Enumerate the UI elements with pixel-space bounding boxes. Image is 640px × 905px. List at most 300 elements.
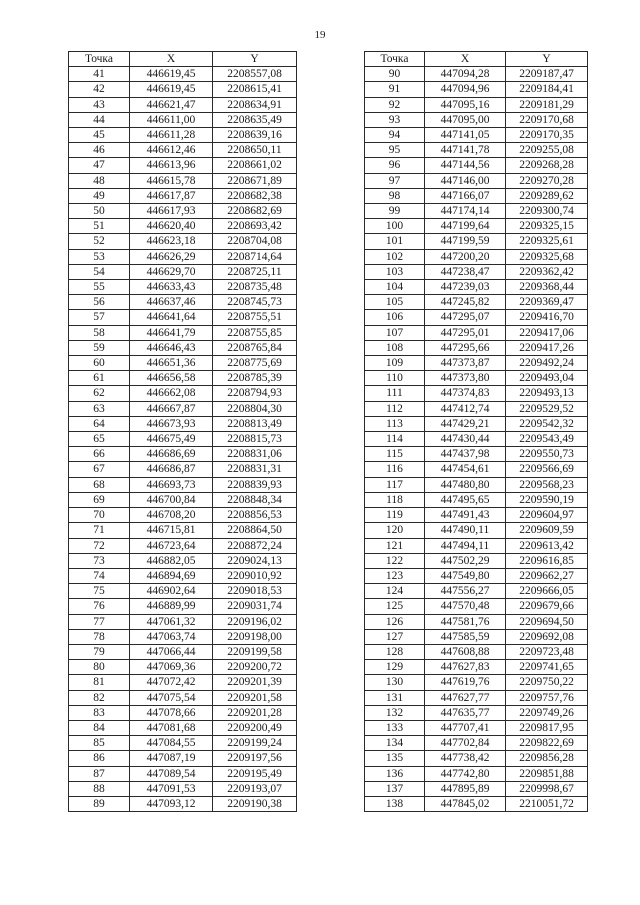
table-body-right [365,67,588,812]
cell-y-coordinate: 2209255,08 [506,143,588,158]
cell-point-number: 83 [69,705,130,720]
cell-y-coordinate: 2209018,53 [213,584,297,599]
table-row [365,675,588,690]
cell-y-coordinate: 2208804,30 [213,401,297,416]
table-row [365,128,588,143]
cell-x-coordinate: 447502,29 [425,553,506,568]
cell-y-coordinate: 2209750,22 [506,675,588,690]
table-row [365,249,588,264]
cell-x-coordinate: 446656,58 [130,371,213,386]
table-row [69,234,297,249]
table-row [69,371,297,386]
table-row [365,143,588,158]
cell-y-coordinate: 2208831,06 [213,447,297,462]
cell-point-number: 62 [69,386,130,401]
table-row [365,158,588,173]
cell-y-coordinate: 2209998,67 [506,781,588,796]
cell-x-coordinate: 447199,64 [425,219,506,234]
cell-y-coordinate: 2209856,28 [506,751,588,766]
cell-y-coordinate: 2209268,28 [506,158,588,173]
cell-x-coordinate: 447490,11 [425,523,506,538]
cell-x-coordinate: 447141,05 [425,128,506,143]
cell-x-coordinate: 447174,14 [425,204,506,219]
table-row [365,644,588,659]
cell-y-coordinate: 2209590,19 [506,492,588,507]
page-number: 19 [314,29,326,41]
cell-point-number: 76 [69,599,130,614]
cell-point-number: 47 [69,158,130,173]
cell-x-coordinate: 447581,76 [425,614,506,629]
cell-y-coordinate: 2208615,41 [213,82,297,97]
cell-y-coordinate: 2208661,02 [213,158,297,173]
cell-point-number: 80 [69,660,130,675]
cell-x-coordinate: 446629,70 [130,264,213,279]
table-row [69,97,297,112]
cell-y-coordinate: 2209822,69 [506,736,588,751]
cell-point-number: 69 [69,492,130,507]
cell-x-coordinate: 446641,79 [130,325,213,340]
cell-point-number: 84 [69,720,130,735]
cell-y-coordinate: 2208682,69 [213,204,297,219]
cell-point-number: 94 [365,128,425,143]
cell-point-number: 95 [365,143,425,158]
table-row [365,720,588,735]
table-row [69,599,297,614]
cell-point-number: 64 [69,416,130,431]
cell-y-coordinate: 2208785,39 [213,371,297,386]
table-row [365,82,588,97]
cell-x-coordinate: 447738,42 [425,751,506,766]
cell-y-coordinate: 2209662,27 [506,568,588,583]
cell-point-number: 124 [365,584,425,599]
cell-y-coordinate: 2209679,66 [506,599,588,614]
cell-x-coordinate: 446611,28 [130,128,213,143]
cell-point-number: 132 [365,705,425,720]
cell-x-coordinate: 446623,18 [130,234,213,249]
cell-point-number: 75 [69,584,130,599]
cell-y-coordinate: 2209193,07 [213,781,297,796]
cell-point-number: 59 [69,340,130,355]
cell-x-coordinate: 447075,54 [130,690,213,705]
cell-point-number: 127 [365,629,425,644]
table-row [69,447,297,462]
table-row [365,340,588,355]
cell-point-number: 88 [69,781,130,796]
cell-x-coordinate: 446675,49 [130,432,213,447]
cell-point-number: 71 [69,523,130,538]
cell-y-coordinate: 2209184,41 [506,82,588,97]
cell-point-number: 137 [365,781,425,796]
table-row [365,234,588,249]
cell-point-number: 111 [365,386,425,401]
table-row [69,523,297,538]
cell-x-coordinate: 446673,93 [130,416,213,431]
cell-x-coordinate: 446617,87 [130,188,213,203]
cell-point-number: 121 [365,538,425,553]
cell-x-coordinate: 447412,74 [425,401,506,416]
cell-y-coordinate: 2209187,47 [506,67,588,82]
table-row [69,143,297,158]
cell-point-number: 103 [365,264,425,279]
cell-point-number: 60 [69,356,130,371]
cell-x-coordinate: 447585,59 [425,629,506,644]
table-row [365,325,588,340]
cell-y-coordinate: 2209416,70 [506,310,588,325]
cell-x-coordinate: 447556,27 [425,584,506,599]
cell-point-number: 65 [69,432,130,447]
table-row [69,644,297,659]
table-row [69,432,297,447]
cell-point-number: 87 [69,766,130,781]
cell-x-coordinate: 446889,99 [130,599,213,614]
table-row [365,356,588,371]
cell-y-coordinate: 2208735,48 [213,280,297,295]
cell-y-coordinate: 2209201,39 [213,675,297,690]
cell-y-coordinate: 2208839,93 [213,477,297,492]
cell-y-coordinate: 2208671,89 [213,173,297,188]
cell-point-number: 109 [365,356,425,371]
table-row [365,705,588,720]
cell-point-number: 126 [365,614,425,629]
cell-x-coordinate: 447491,43 [425,508,506,523]
cell-point-number: 50 [69,204,130,219]
table-row [365,112,588,127]
cell-y-coordinate: 2208813,49 [213,416,297,431]
table-row [69,568,297,583]
table-row [365,508,588,523]
table-row [365,523,588,538]
cell-x-coordinate: 447072,42 [130,675,213,690]
table-row [365,416,588,431]
cell-y-coordinate: 2209851,88 [506,766,588,781]
table-row [69,508,297,523]
table-row [69,67,297,82]
cell-y-coordinate: 2208872,24 [213,538,297,553]
cell-point-number: 70 [69,508,130,523]
cell-x-coordinate: 446620,40 [130,219,213,234]
cell-x-coordinate: 447494,11 [425,538,506,553]
cell-x-coordinate: 447742,80 [425,766,506,781]
table-row [69,82,297,97]
table-row [365,310,588,325]
table-row [69,477,297,492]
cell-x-coordinate: 447480,80 [425,477,506,492]
cell-y-coordinate: 2209417,06 [506,325,588,340]
cell-point-number: 72 [69,538,130,553]
cell-x-coordinate: 446637,46 [130,295,213,310]
cell-y-coordinate: 2208714,64 [213,249,297,264]
table-row [69,128,297,143]
cell-y-coordinate: 2209199,24 [213,736,297,751]
cell-x-coordinate: 447081,68 [130,720,213,735]
cell-x-coordinate: 447141,78 [425,143,506,158]
cell-y-coordinate: 2209197,56 [213,751,297,766]
cell-y-coordinate: 2209170,35 [506,128,588,143]
cell-point-number: 92 [365,97,425,112]
table-row [365,280,588,295]
table-row [365,67,588,82]
table-row [365,736,588,751]
cell-y-coordinate: 2208848,34 [213,492,297,507]
cell-x-coordinate: 447619,76 [425,675,506,690]
cell-point-number: 110 [365,371,425,386]
cell-point-number: 130 [365,675,425,690]
table-row [365,553,588,568]
cell-x-coordinate: 446633,43 [130,280,213,295]
cell-y-coordinate: 2209369,47 [506,295,588,310]
cell-point-number: 106 [365,310,425,325]
cell-x-coordinate: 446902,64 [130,584,213,599]
cell-x-coordinate: 447095,16 [425,97,506,112]
cell-x-coordinate: 446723,64 [130,538,213,553]
cell-x-coordinate: 447429,21 [425,416,506,431]
cell-point-number: 91 [365,82,425,97]
cell-x-coordinate: 446715,81 [130,523,213,538]
cell-y-coordinate: 2209741,65 [506,660,588,675]
table-row [365,447,588,462]
cell-y-coordinate: 2208704,08 [213,234,297,249]
table-row [69,249,297,264]
table-row [69,675,297,690]
cell-x-coordinate: 447091,53 [130,781,213,796]
table-row [365,188,588,203]
cell-y-coordinate: 2209568,23 [506,477,588,492]
cell-point-number: 118 [365,492,425,507]
table-row [365,599,588,614]
cell-point-number: 107 [365,325,425,340]
cell-x-coordinate: 447144,56 [425,158,506,173]
cell-x-coordinate: 447373,80 [425,371,506,386]
header-x: X [130,52,213,67]
header-x: X [425,52,506,67]
cell-x-coordinate: 447238,47 [425,264,506,279]
cell-y-coordinate: 2208794,93 [213,386,297,401]
cell-y-coordinate: 2209817,95 [506,720,588,735]
cell-x-coordinate: 447146,00 [425,173,506,188]
cell-point-number: 81 [69,675,130,690]
table-row [69,204,297,219]
table-row [69,705,297,720]
cell-y-coordinate: 2209170,68 [506,112,588,127]
cell-point-number: 86 [69,751,130,766]
cell-x-coordinate: 446617,93 [130,204,213,219]
cell-y-coordinate: 2209201,58 [213,690,297,705]
table-row [69,553,297,568]
table-row [69,766,297,781]
cell-x-coordinate: 447295,07 [425,310,506,325]
cell-y-coordinate: 2209694,50 [506,614,588,629]
cell-point-number: 73 [69,553,130,568]
table-row [69,781,297,796]
cell-y-coordinate: 2209196,02 [213,614,297,629]
cell-y-coordinate: 2209609,59 [506,523,588,538]
cell-point-number: 42 [69,82,130,97]
table-row [365,97,588,112]
cell-point-number: 115 [365,447,425,462]
cell-x-coordinate: 447437,98 [425,447,506,462]
cell-x-coordinate: 447570,48 [425,599,506,614]
table-row [69,264,297,279]
cell-y-coordinate: 2209270,28 [506,173,588,188]
table-row [69,280,297,295]
cell-x-coordinate: 446708,20 [130,508,213,523]
cell-x-coordinate: 447094,96 [425,82,506,97]
cell-point-number: 125 [365,599,425,614]
cell-point-number: 93 [365,112,425,127]
table-row [365,401,588,416]
table-header-row [69,52,297,67]
cell-y-coordinate: 2208635,49 [213,112,297,127]
cell-x-coordinate: 447702,84 [425,736,506,751]
table-row [69,614,297,629]
table-row [69,310,297,325]
table-row [69,219,297,234]
cell-point-number: 58 [69,325,130,340]
cell-y-coordinate: 2209417,26 [506,340,588,355]
table-row [365,477,588,492]
cell-x-coordinate: 447199,59 [425,234,506,249]
cell-point-number: 79 [69,644,130,659]
cell-point-number: 90 [365,67,425,82]
cell-point-number: 89 [69,796,130,811]
cell-point-number: 61 [69,371,130,386]
cell-y-coordinate: 2209031,74 [213,599,297,614]
cell-y-coordinate: 2209616,85 [506,553,588,568]
cell-y-coordinate: 2209201,28 [213,705,297,720]
table-row [365,614,588,629]
cell-x-coordinate: 446693,73 [130,477,213,492]
cell-y-coordinate: 2209325,68 [506,249,588,264]
table-body-left [69,67,297,812]
cell-point-number: 129 [365,660,425,675]
cell-point-number: 100 [365,219,425,234]
cell-x-coordinate: 447495,65 [425,492,506,507]
cell-x-coordinate: 446700,84 [130,492,213,507]
cell-point-number: 78 [69,629,130,644]
cell-point-number: 104 [365,280,425,295]
cell-y-coordinate: 2208765,84 [213,340,297,355]
cell-y-coordinate: 2209492,24 [506,356,588,371]
cell-point-number: 48 [69,173,130,188]
cell-x-coordinate: 446611,00 [130,112,213,127]
cell-y-coordinate: 2208634,91 [213,97,297,112]
cell-point-number: 108 [365,340,425,355]
table-row [365,781,588,796]
table-row [69,629,297,644]
table-row [365,690,588,705]
table-row [365,751,588,766]
cell-y-coordinate: 2208864,50 [213,523,297,538]
table-row [365,173,588,188]
cell-y-coordinate: 2209300,74 [506,204,588,219]
table-row [365,432,588,447]
cell-x-coordinate: 446619,45 [130,82,213,97]
cell-point-number: 102 [365,249,425,264]
cell-point-number: 82 [69,690,130,705]
cell-x-coordinate: 447078,66 [130,705,213,720]
cell-x-coordinate: 447245,82 [425,295,506,310]
cell-point-number: 66 [69,447,130,462]
cell-y-coordinate: 2209529,52 [506,401,588,416]
cell-y-coordinate: 2210051,72 [506,796,588,811]
cell-point-number: 117 [365,477,425,492]
cell-x-coordinate: 447087,19 [130,751,213,766]
table-row [69,386,297,401]
cell-x-coordinate: 447373,87 [425,356,506,371]
cell-point-number: 99 [365,204,425,219]
cell-y-coordinate: 2209010,92 [213,568,297,583]
cell-point-number: 128 [365,644,425,659]
cell-y-coordinate: 2209757,76 [506,690,588,705]
cell-point-number: 67 [69,462,130,477]
cell-point-number: 46 [69,143,130,158]
table-row [69,751,297,766]
cell-x-coordinate: 446662,08 [130,386,213,401]
cell-point-number: 54 [69,264,130,279]
cell-point-number: 68 [69,477,130,492]
cell-x-coordinate: 446641,64 [130,310,213,325]
cell-y-coordinate: 2209368,44 [506,280,588,295]
cell-x-coordinate: 447895,89 [425,781,506,796]
cell-y-coordinate: 2208775,69 [213,356,297,371]
cell-point-number: 43 [69,97,130,112]
table-row [365,796,588,811]
table-row [365,219,588,234]
cell-y-coordinate: 2209692,08 [506,629,588,644]
cell-point-number: 51 [69,219,130,234]
table-header-row [365,52,588,67]
cell-y-coordinate: 2209200,72 [213,660,297,675]
table-row [69,796,297,811]
cell-x-coordinate: 447061,32 [130,614,213,629]
cell-y-coordinate: 2209289,62 [506,188,588,203]
cell-point-number: 45 [69,128,130,143]
header-y: Y [506,52,588,67]
header-point: Точка [365,52,425,67]
cell-x-coordinate: 447094,28 [425,67,506,82]
header-y: Y [213,52,297,67]
table-row [69,401,297,416]
table-row [365,295,588,310]
cell-x-coordinate: 446894,69 [130,568,213,583]
table-row [69,416,297,431]
cell-x-coordinate: 447066,44 [130,644,213,659]
cell-point-number: 112 [365,401,425,416]
cell-point-number: 133 [365,720,425,735]
cell-y-coordinate: 2208755,85 [213,325,297,340]
cell-x-coordinate: 447454,61 [425,462,506,477]
cell-y-coordinate: 2208682,38 [213,188,297,203]
cell-x-coordinate: 446613,96 [130,158,213,173]
cell-y-coordinate: 2209199,58 [213,644,297,659]
cell-y-coordinate: 2209723,48 [506,644,588,659]
table-row [69,356,297,371]
cell-x-coordinate: 446626,29 [130,249,213,264]
table-row [365,766,588,781]
cell-point-number: 116 [365,462,425,477]
table-row [365,568,588,583]
cell-y-coordinate: 2209195,49 [213,766,297,781]
cell-point-number: 44 [69,112,130,127]
cell-point-number: 122 [365,553,425,568]
cell-point-number: 114 [365,432,425,447]
table-row [365,584,588,599]
cell-x-coordinate: 447627,83 [425,660,506,675]
table-row [365,386,588,401]
cell-y-coordinate: 2209190,38 [213,796,297,811]
cell-point-number: 138 [365,796,425,811]
cell-y-coordinate: 2209566,69 [506,462,588,477]
